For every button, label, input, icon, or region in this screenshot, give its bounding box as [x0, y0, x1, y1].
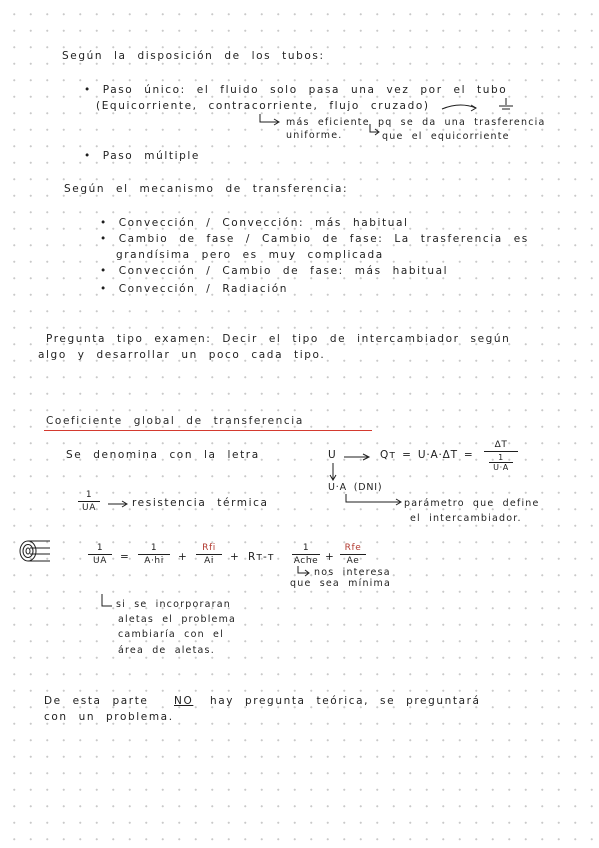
item-cambio-fase-cont: grandísima pero es muy complicada [116, 249, 384, 261]
note-aletas-2: aletas el problema [118, 614, 237, 625]
symbol-u: U [328, 449, 338, 461]
equation-qt: Qт = U·A·ΔT = [380, 449, 474, 461]
arrow-right-icon [106, 499, 130, 509]
note-sea-minima: que sea mínima [290, 578, 391, 589]
fraction-numerator: ΔT [494, 440, 508, 450]
text-intercambiador: el intercambiador. [410, 513, 522, 524]
hook-arrow-icon [344, 494, 406, 508]
eq-term5 [340, 543, 366, 566]
note-aletas-4: área de aletas. [118, 645, 215, 656]
hook-arrow-icon [368, 124, 382, 138]
arrow-right-icon [440, 100, 480, 114]
note-aletas-1: si se incorporaran [116, 599, 231, 610]
section-title-tubes: Según la disposición de los tubos: [62, 50, 325, 62]
eq-term2 [196, 543, 222, 566]
text-se-denomina: Se denomina con la letra [66, 449, 260, 461]
eq-term1 [138, 543, 170, 566]
note-equicorriente: que el equicorriente [382, 131, 510, 142]
exam-question-line1: Pregunta tipo examen: Decir el tipo de intercambiador según [46, 333, 511, 345]
title-underline [44, 430, 372, 431]
fraction-inverse-ua [78, 490, 100, 513]
eq-lhs [88, 543, 112, 566]
item-conv-conv: • Convección / Convección: más habitual [100, 217, 409, 229]
eq-term1-den: A·hi [144, 556, 164, 566]
item-conv-cambio: • Convección / Cambio de fase: más habitual [100, 265, 449, 277]
eq-lhs-den: UA [93, 556, 107, 566]
eq-term5-num: Rfe [344, 543, 362, 553]
hook-arrow-icon [100, 594, 116, 610]
bullet-paso-unico: • Paso único: el fluido solo pasa una vez por el tubo [84, 84, 508, 96]
eq-term4-den: Ache [293, 556, 319, 566]
arrow-down-icon [328, 462, 338, 482]
eq-plus: + [325, 551, 336, 563]
note-uniforme: uniforme. [286, 130, 343, 141]
section-title-mechanism: Según el mecanismo de transferencia: [64, 183, 349, 195]
item-cambio-fase: • Cambio de fase / Cambio de fase: La trasferencia es [100, 233, 529, 245]
bullet-paso-multiple: • Paso múltiple [84, 150, 200, 162]
closing-line2: con un problema. [44, 711, 174, 723]
eq-plus: + [178, 551, 189, 563]
note-nos-interesa: nos interesa [314, 567, 391, 578]
closing-line1b: hay pregunta teórica, se preguntará [210, 695, 481, 707]
text-parametro: parámetro que define [404, 498, 540, 509]
eq-rt: Rт-т [248, 551, 275, 563]
eq-term2-num: Rfi [202, 543, 216, 553]
eq-term4-num: 1 [302, 543, 310, 553]
note-mas-eficiente: más eficiente pq se da una trasferencia [286, 117, 546, 128]
note-aletas-3: cambiaría con el [118, 629, 224, 640]
eq-term2-den: Ai [204, 556, 214, 566]
text-resistencia-termica: resistencia térmica [132, 497, 269, 509]
eq-term4 [292, 543, 320, 566]
closing-line1a: De esta parte [44, 695, 149, 707]
fraction-ua: U·A [493, 463, 509, 472]
pipe-cross-section-icon [16, 538, 56, 564]
bullet-paso-unico-types: (Equicorriente, contracorriente, flujo cruzado) [96, 100, 430, 112]
eq-plus: + [230, 551, 241, 563]
arrow-right-icon [342, 452, 372, 462]
eq-term1-num: 1 [150, 543, 158, 553]
hook-arrow-icon [296, 566, 312, 578]
section-title-coeficiente: Coeficiente global de transferencia [46, 415, 304, 427]
fraction-denominator: UA [82, 503, 96, 513]
eq-equals: = [120, 551, 131, 563]
text-ua-dni: U·A (DNI) [328, 482, 383, 493]
eq-lhs-num: 1 [96, 543, 104, 553]
fraction-numerator: 1 [85, 490, 93, 500]
fraction-dt-over-inv-ua [484, 440, 518, 472]
closing-no: NO [174, 695, 194, 707]
item-conv-rad: • Convección / Radiación [100, 283, 289, 295]
fraction-glyph-icon [496, 96, 516, 114]
hook-arrow-icon [258, 114, 284, 128]
exam-question-line2: algo y desarrollar un poco cada tipo. [38, 349, 326, 361]
fraction-one: 1 [498, 453, 504, 462]
eq-term5-den: Ae [346, 556, 360, 566]
